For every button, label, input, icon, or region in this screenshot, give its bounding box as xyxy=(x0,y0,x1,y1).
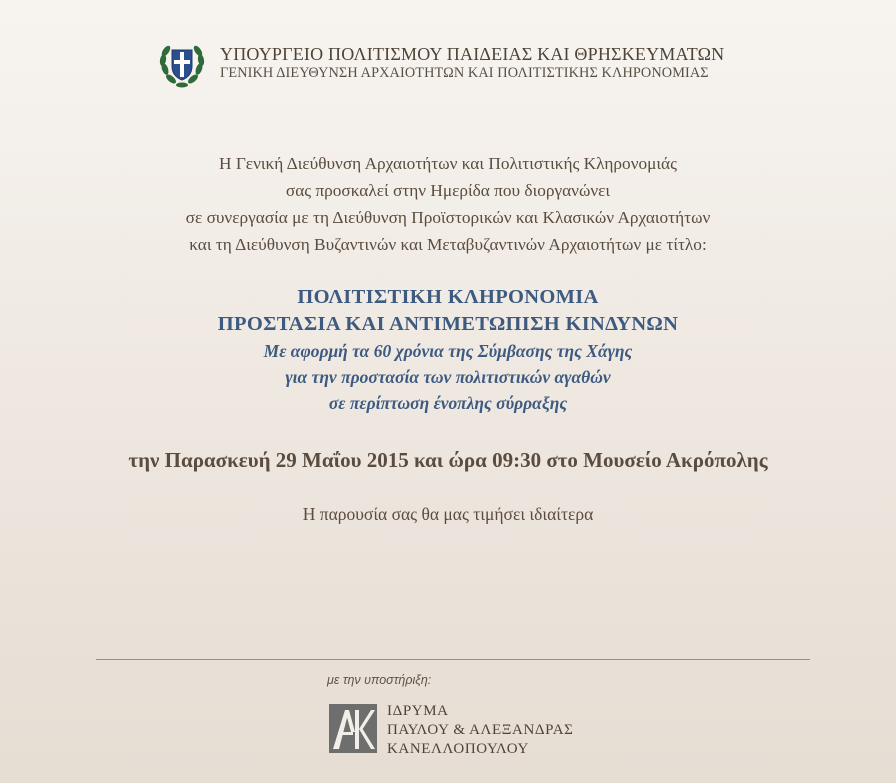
foundation-logo-icon xyxy=(329,704,377,753)
event-title-line: ΠΟΛΙΤΙΣΤΙΚΗ ΚΛΗΡΟΝΟΜΙΑ xyxy=(297,286,599,308)
intro-line: σας προσκαλεί στην Ημερίδα που διοργανώνει xyxy=(285,181,611,200)
foundation-name xyxy=(387,702,574,759)
event-subtitle-line: Με αφορμή τα 60 χρόνια της Σύμβασης της Χάγης xyxy=(263,341,633,361)
directorate-name: ΓΕΝΙΚΗ ΔΙΕΥΘΥΝΣΗ ΑΡΧΑΙΟΤΗΤΩΝ ΚΑΙ ΠΟΛΙΤΙΣΤΙΚΗΣ ΚΛΗΡΟΝΟΜΙΑΣ xyxy=(220,65,709,81)
event-title-block xyxy=(0,284,896,416)
footer-divider xyxy=(96,659,810,660)
ministry-name: ΥΠΟΥΡΓΕΙΟ ΠΟΛΙΤΙΣΜΟΥ ΠΑΙΔΕΙΑΣ ΚΑΙ ΘΡΗΣΚΕΥΜΑΤΩΝ xyxy=(220,44,725,64)
intro-line: Η Γενική Διεύθυνση Αρχαιοτήτων και Πολιτιστικής Κληρονομιάς xyxy=(219,154,677,173)
intro-line: και τη Διεύθυνση Βυζαντινών και Μεταβυζαντινών Αρχαιοτήτων με τίτλο: xyxy=(189,235,707,254)
event-date-location: την Παρασκευή 29 Μαΐου 2015 και ώρα 09:30 στο Μουσείο Ακρόπολης xyxy=(128,448,768,472)
intro-line: σε συνεργασία με τη Διεύθυνση Προϊστορικών και Κλασικών Αρχαιοτήτων xyxy=(185,208,711,227)
ministry-header xyxy=(157,39,757,89)
event-title-line: ΠΡΟΣΤΑΣΙΑ ΚΑΙ ΑΝΤΙΜΕΤΩΠΙΣΗ ΚΙΝΔΥΝΩΝ xyxy=(217,313,679,335)
invitation-intro xyxy=(0,150,896,258)
closing-line: Η παρουσία σας θα μας τιμήσει ιδιαίτερα xyxy=(302,504,594,524)
support-label: με την υποστήριξη: xyxy=(327,673,432,687)
foundation-name-line: ΚΑΝΕΛΛΟΠΟΥΛΟΥ xyxy=(387,741,529,757)
foundation-name-line: ΠΑΥΛΟΥ & ΑΛΕΞΑΝΔΡΑΣ xyxy=(387,722,574,738)
event-subtitle-line: σε περίπτωση ένοπλης σύρραξης xyxy=(328,393,568,413)
greek-coat-of-arms-icon xyxy=(157,39,207,89)
event-subtitle-line: για την προστασία των πολιτιστικών αγαθών xyxy=(285,367,611,387)
foundation-name-line: ΙΔΡΥΜΑ xyxy=(387,703,449,719)
